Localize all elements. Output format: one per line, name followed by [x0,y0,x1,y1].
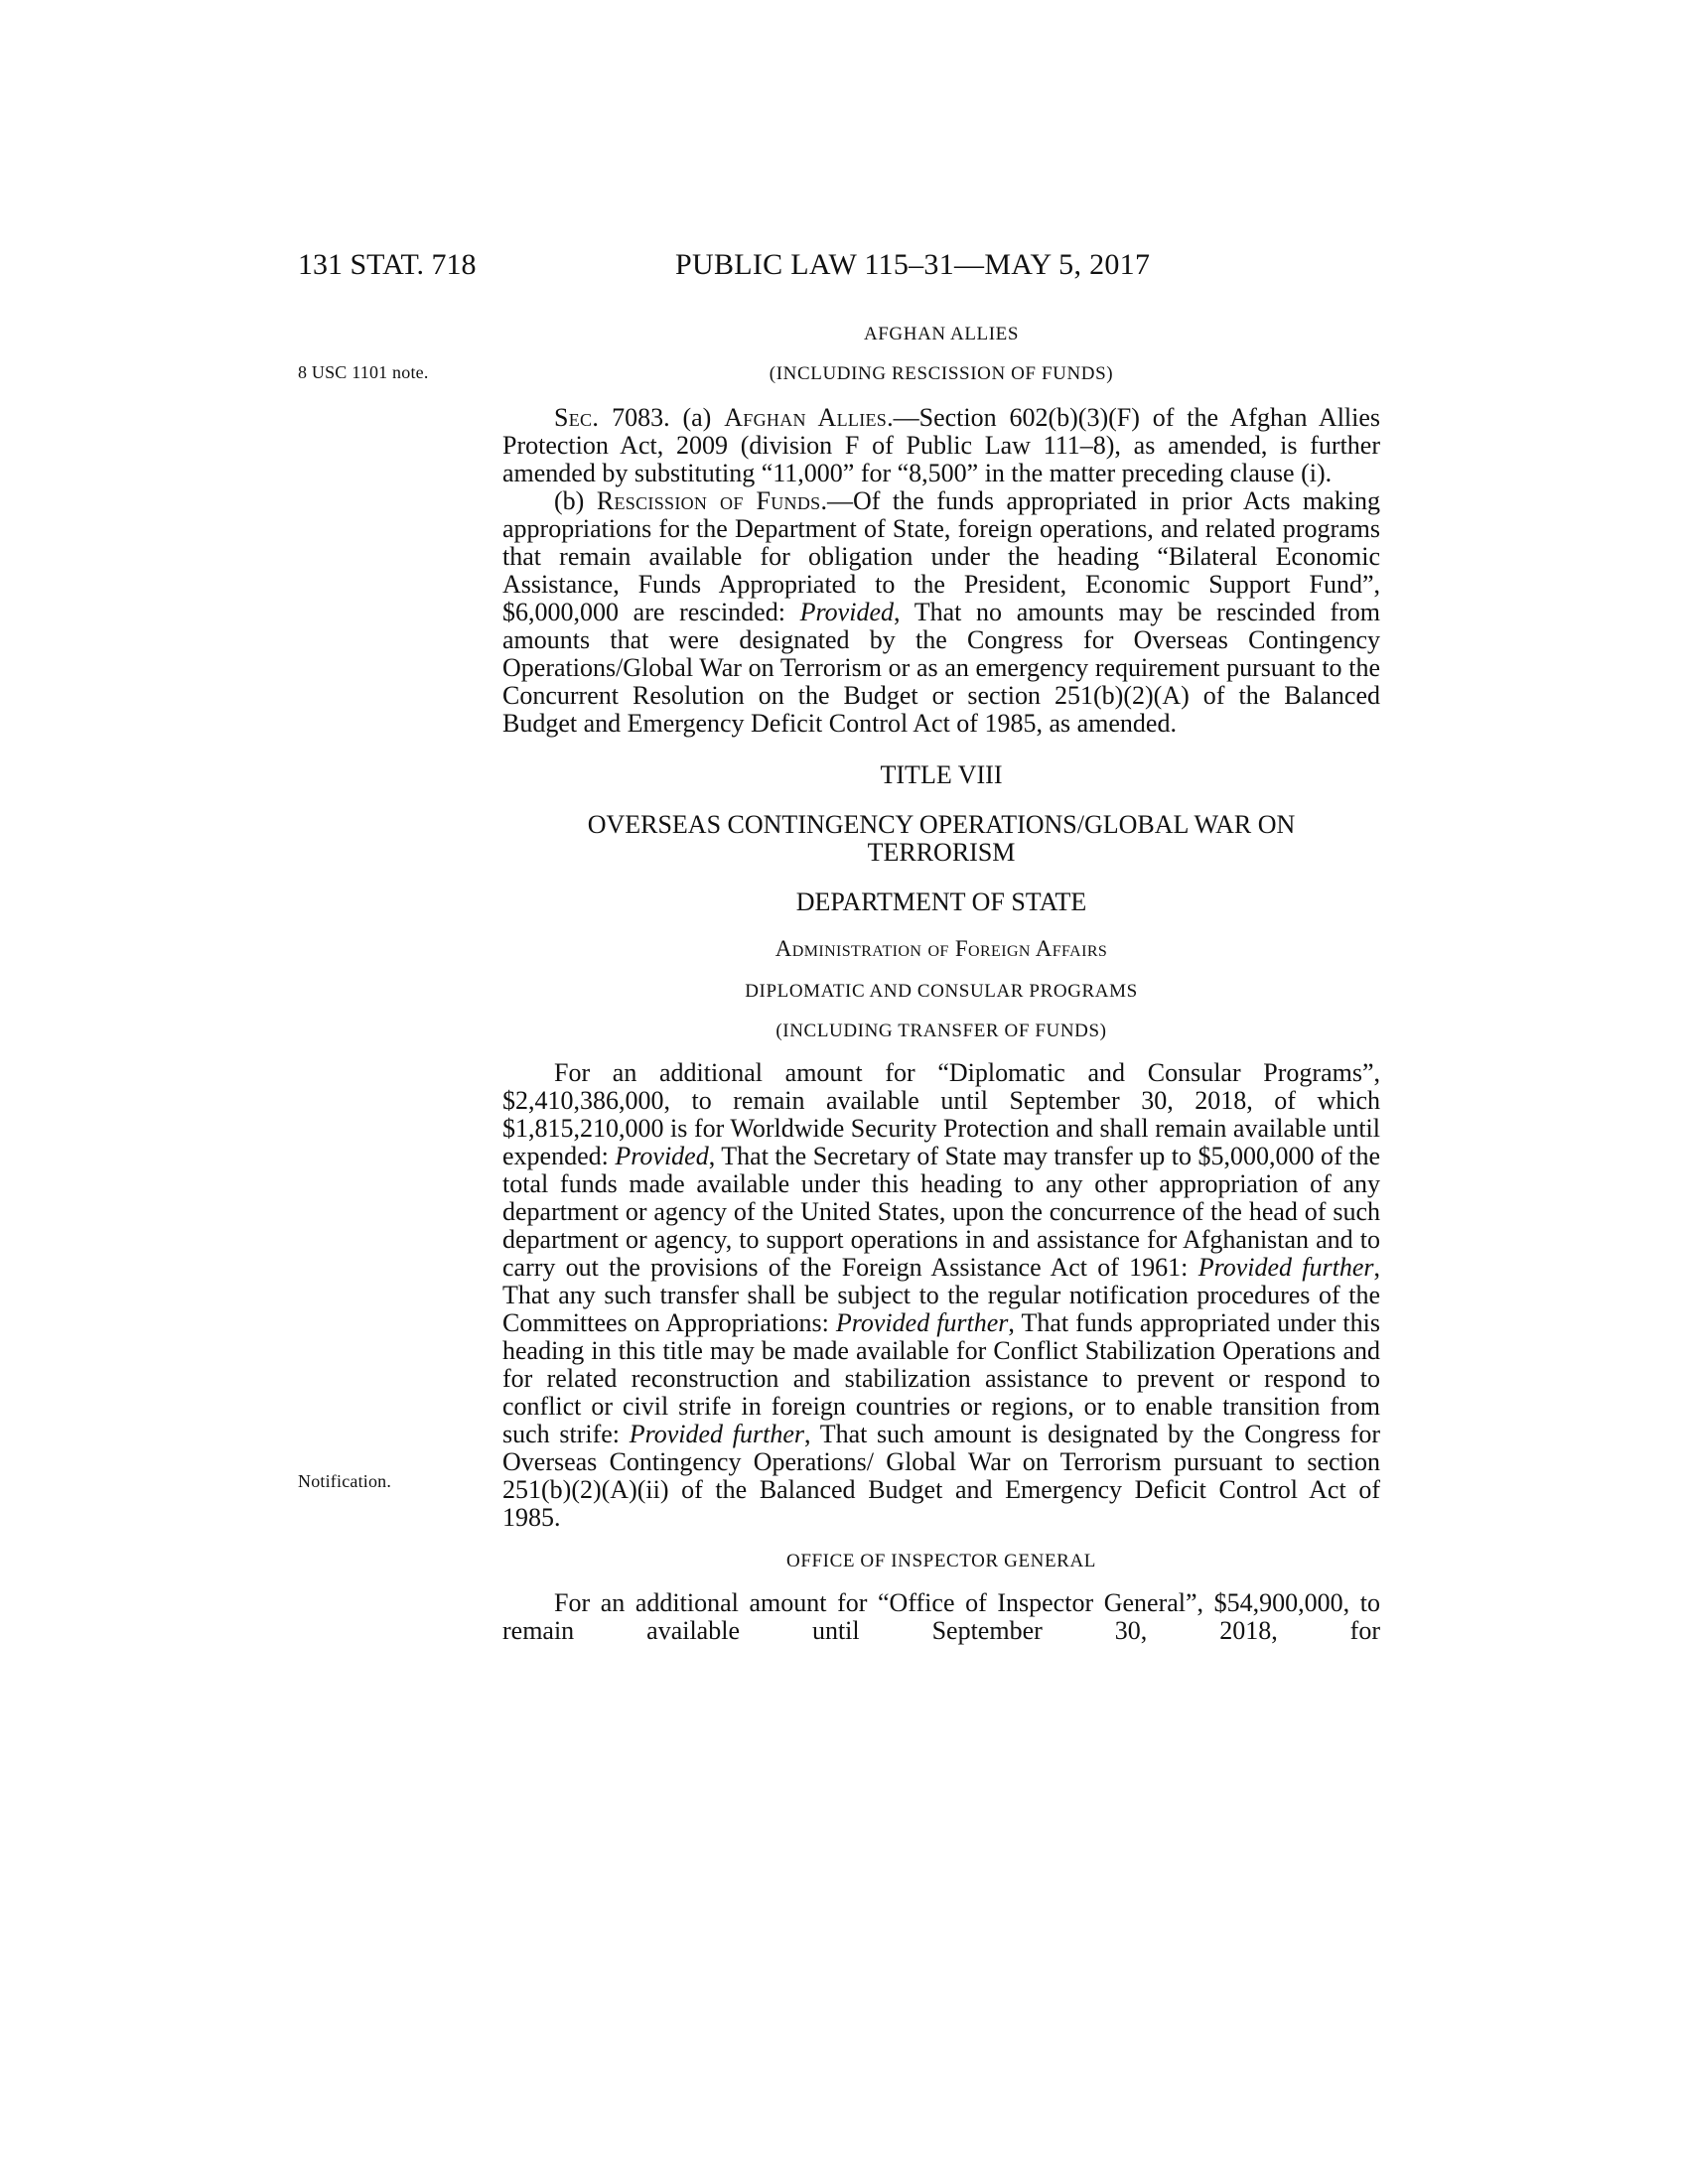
page-header [298,248,1410,288]
dcp-text-1: For an additional amount for “Diplomatic and Consular Programs”, $2,410,386,000, to remain available until September 30, 2018, of which $1,815,210,000 is for Worldwide Security Protection and shall remain available until expended: [502,1058,1380,1170]
subsection-a-text: .—Section 602(b)(3)(F) of the Afghan Allies Protection Act, 2009 (division F of Public Law 111–8), as amended, is further amended by substituting “11,000” for “8,500” in the matter preceding clause (i). [502,403,1381,487]
dcp-text-4: , That funds appropriated under this heading in this title may be made available for Conflict Stabilization Operations and for related reconstruction and stabilization assistance to prevent or respond to conflict or civil strife in foreign countries or regions, or to enable transition from such strife: [502,1308,1380,1448]
law-title: PUBLIC LAW 115–31—MAY 5, 2017 [675,248,1151,281]
dcp-text-2: , That the Secretary of State may transfer up to $5,000,000 of the total funds made available under this heading to any other appropriation of any department or agency of the United States, upon the concurrence of the head of such department or agency, to support operations in and assistance for Afghanistan and to carry out the provisions of the Foreign Assistance Act of 1961: [502,1142,1381,1282]
subsection-a-title: Afghan Allies [724,403,888,432]
department-heading: DEPARTMENT OF STATE [795,887,1087,916]
title-viii-heading: TITLE VIII [880,760,1003,789]
margin-note-usc: 8 USC 1101 note. [298,362,429,382]
subsection-b-text-1: .—Of the funds appropriated in prior Acts making appropriations for the Department of State, foreign operations, and related programs that remain available for obligation under the heading “Bilateral Economic Assistance, Funds Appropriated to the President, Economic Support Fund”, $6,000,000 are rescinded: [502,486,1380,626]
oig-heading: OFFICE OF INSPECTOR GENERAL [786,1551,1096,1571]
stat-reference: 131 STAT. 718 [298,248,477,281]
margin-note-notification: Notification. [298,1471,392,1491]
dcp-proviso-1: Provided [615,1142,709,1170]
dcp-proviso-3: Provided further [835,1308,1009,1337]
program-heading: DIPLOMATIC AND CONSULAR PROGRAMS [745,981,1138,1002]
sec-number: 7083. (a) [612,403,712,432]
program-subheading: (INCLUDING TRANSFER OF FUNDS) [775,1021,1107,1041]
dcp-text-5: , That such amount is designated by the Congress for Overseas Contingency Operations/ Global War on Terrorism pursuant to section 251(b)(2)(A)(ii) of the Balanced Budget and Emergency Deficit Control Act of 1985. [502,1420,1380,1532]
document-body [502,323,1380,1645]
sec-label: Sec. [554,403,600,432]
section-subheading-rescission: (INCLUDING RESCISSION OF FUNDS) [769,363,1114,384]
section-heading-afghan-allies: AFGHAN ALLIES [863,324,1020,344]
paragraph-sec-7083-a [502,404,1380,487]
paragraph-sec-7083-b [502,487,1380,738]
administration-heading: Administration of Foreign Affairs [774,936,1108,961]
subsection-b-label: (b) [554,486,585,515]
subsection-b-text-2: , That no amounts may be rescinded from amounts that were designated by the Congress for Overseas Contingency Operations/Global War on Terrorism or as an emergency requirement pursuant to the Concurrent Resolution on the Budget or section 251(b)(2)(A) of the Balanced Budget and Emergency Deficit Control Act of 1985, as amended. [502,598,1380,738]
title-viii-subtitle: OVERSEAS CONTINGENCY OPERATIONS/GLOBAL WAR ON TERRORISM [587,810,1296,867]
dcp-proviso-4: Provided further [629,1420,804,1448]
dcp-proviso-2: Provided further [1197,1253,1374,1282]
paragraph-oig: For an additional amount for “Office of Inspector General”, $54,900,000, to remain available until September 30, 2018, for [502,1588,1380,1645]
dcp-text-3: , That any such transfer shall be subject to the regular notification procedures of the Committees on Appropriations: [502,1253,1381,1337]
paragraph-diplomatic-consular [502,1059,1380,1532]
provided-proviso: Provided [799,598,894,626]
subsection-b-title: Rescission of Funds [596,486,821,515]
